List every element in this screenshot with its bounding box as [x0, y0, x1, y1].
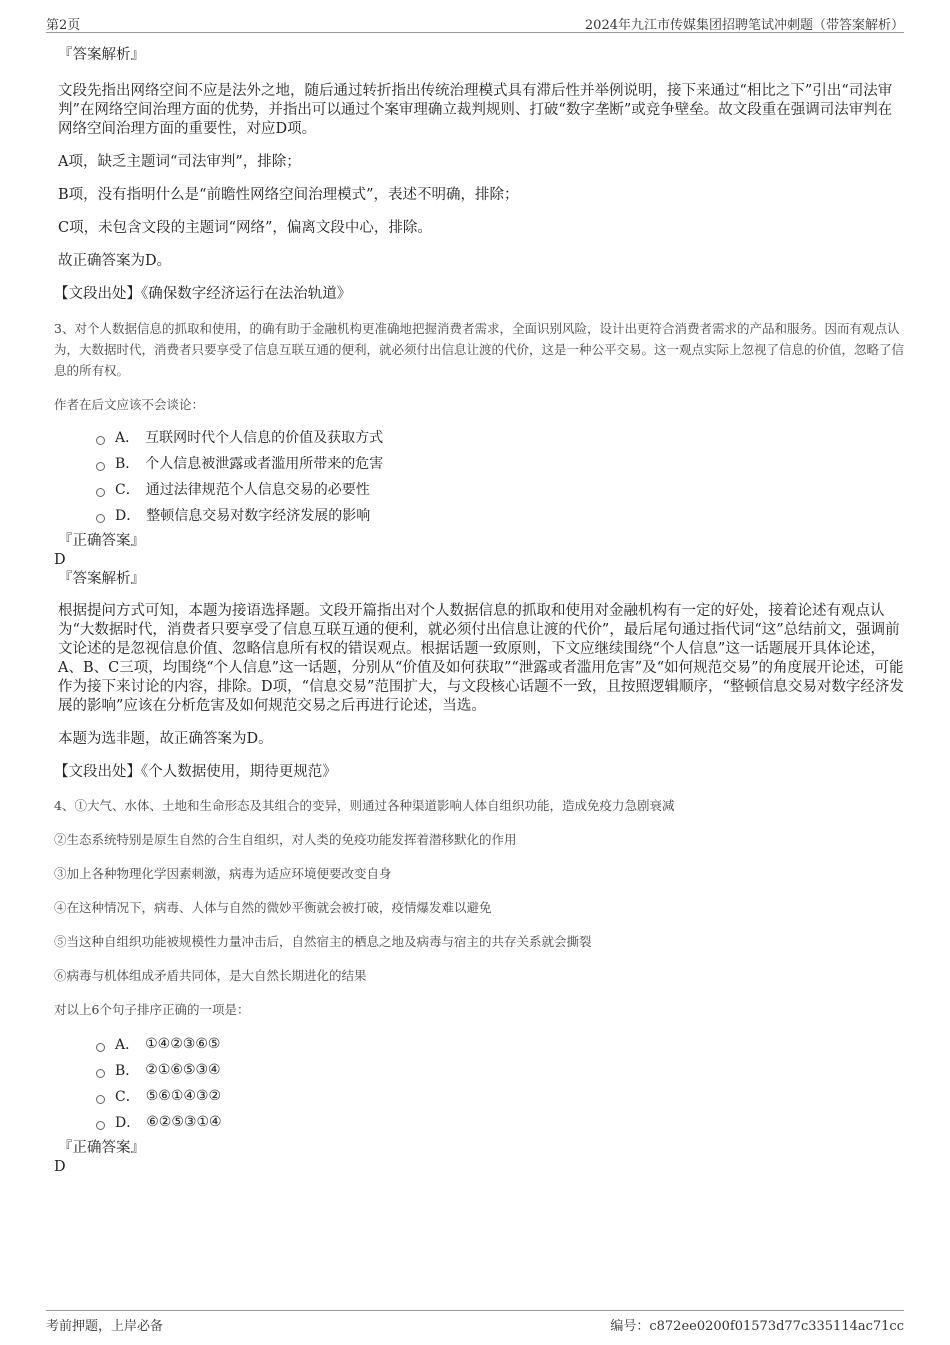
q3-answer: D — [54, 552, 66, 568]
q2-analysis-heading: 『答案解析』 — [58, 47, 145, 63]
q4-prompt: 对以上6个句子排序正确的一项是： — [54, 1002, 250, 1017]
radio-button[interactable] — [96, 436, 105, 445]
option-letter: C． — [115, 1089, 140, 1105]
page-header — [46, 12, 904, 33]
q2-conclusion: 故正确答案为D。 — [58, 253, 172, 269]
page-footer — [46, 1310, 904, 1335]
radio-button[interactable] — [96, 1121, 105, 1130]
option-text: 个人信息被泄露或者滥用所带来的危害 — [145, 456, 384, 472]
document-title: 2024年九江市传媒集团招聘笔试冲刺题（带答案解析） — [584, 18, 904, 33]
page-number: 第2页 — [46, 18, 81, 33]
q4-sentence-4: ④在这种情况下，病毒、人体与自然的微妙平衡就会被打破，疫情爆发难以避免 — [54, 900, 492, 915]
option-letter: C． — [115, 482, 140, 498]
page-content — [54, 44, 904, 1177]
q2-item-c: C项，未包含文段的主题词“网络”，偏离文段中心，排除。 — [58, 220, 432, 236]
q4-options — [96, 1031, 904, 1135]
q3-analysis-text: 根据提问方式可知，本题为接语选择题。文段开篇指出对个人数据信息的抓取和使用对金融机构有一定的好处，接着论述有观点认为“大数据时代，消费者只要享受了信息互联互通的便利，就必须付出信息让渡的代价”，最后尾句通过指代词“这”总结前文，强调前文论述的是忽视信息价值、忽略信息所有权的错误观点。根据话题一致原则，下文应继续围绕“个人信息”这一话题展开具体论述，A、B、C三项，均围绕“个人信息”这一话题，分别从“价值及如何获取”“泄露或者滥用危害”及“如何规范交易”的角度展开论述，可能作为接下来讨论的内容，排除。D项，“信息交易”范围扩大，与文段核心话题不一致，且按照逻辑顺序，“整顿信息交易对数字经济发展的影响”应该在分析危害及如何规范交易之后再进行论述，当选。 — [58, 603, 904, 714]
q3-analysis-heading: 『答案解析』 — [58, 571, 145, 587]
radio-button[interactable] — [96, 1095, 105, 1104]
q3-option-c[interactable] — [96, 476, 904, 502]
q4-option-c[interactable] — [96, 1083, 904, 1109]
option-letter: B． — [115, 1063, 140, 1079]
q4-sentence-6: ⑥病毒与机体组成矛盾共同体，是大自然长期进化的结果 — [54, 968, 367, 983]
option-text: ①④②③⑥⑤ — [145, 1036, 221, 1052]
q2-item-b: B项，没有指明什么是“前瞻性网络空间治理模式”，表述不明确，排除； — [58, 187, 519, 203]
radio-button[interactable] — [96, 1043, 105, 1052]
option-text: 整顿信息交易对数字经济发展的影响 — [146, 508, 371, 524]
q3-option-b[interactable] — [96, 450, 904, 476]
option-text: 互联网时代个人信息的价值及获取方式 — [145, 430, 384, 446]
radio-button[interactable] — [96, 488, 105, 497]
q3-options — [96, 424, 904, 528]
q3-stem: 3、对个人数据信息的抓取和使用，的确有助于金融机构更准确地把握消费者需求，全面识别风险，设计出更符合消费者需求的产品和服务。因而有观点认为，大数据时代，消费者只要享受了信息互联互通的便利，就必须付出信息让渡的代价，这是一种公平交易。这一观点实际上忽视了信息的价值，忽略了信息的所有权。 — [54, 321, 905, 378]
q2-source: 【文段出处】《确保数字经济运行在法治轨道》 — [54, 286, 352, 302]
q4-sentence-2: ②生态系统特别是原生自然的合生自组织，对人类的免疫功能发挥着潜移默化的作用 — [54, 832, 517, 847]
option-text: ⑤⑥①④③② — [145, 1088, 222, 1104]
q3-source: 【文段出处】《个人数据使用，期待更规范》 — [54, 764, 337, 780]
option-text: 通过法律规范个人信息交易的必要性 — [145, 482, 370, 498]
footer-slogan: 考前押题，上岸必备 — [46, 1319, 164, 1334]
option-letter: D． — [115, 1115, 141, 1131]
q3-answer-heading: 『正确答案』 — [58, 533, 145, 549]
radio-button[interactable] — [96, 1069, 105, 1078]
q4-answer: D — [54, 1159, 66, 1175]
q4-answer-heading: 『正确答案』 — [58, 1140, 145, 1156]
q4-sentence-3: ③加上各种物理化学因素刺激，病毒为适应环境便要改变自身 — [54, 866, 392, 881]
option-letter: B． — [115, 456, 140, 472]
q4-sentence-1: 4、①大气、水体、土地和生命形态及其组合的变异，则通过各种渠道影响人体自组织功能，造成免疫力急剧衰减 — [54, 798, 675, 813]
q3-option-a[interactable] — [96, 424, 904, 450]
option-text: ②①⑥⑤③④ — [145, 1062, 221, 1078]
q3-option-d[interactable] — [96, 502, 904, 528]
option-letter: A． — [115, 1037, 140, 1053]
q2-analysis-text: 文段先指出网络空间不应是法外之地，随后通过转折指出传统治理模式具有滞后性并举例说明，接下来通过“相比之下”引出“司法审判”在网络空间治理方面的优势，并指出可以通过个案审理确立裁判规则、打破“数字垄断”或竞争壁垒。故文段重在强调司法审判在网络空间治理方面的重要性，对应D项。 — [58, 83, 893, 137]
option-text: ⑥②⑤③①④ — [146, 1114, 222, 1130]
q3-prompt: 作者在后文应该不会谈论： — [54, 397, 205, 412]
option-letter: A． — [115, 430, 140, 446]
q4-option-d[interactable] — [96, 1109, 904, 1135]
q4-option-a[interactable] — [96, 1031, 904, 1057]
document-code: 编号：c872ee0200f01573d77c335114ac71cc — [610, 1319, 904, 1334]
option-letter: D． — [115, 508, 141, 524]
q4-option-b[interactable] — [96, 1057, 904, 1083]
radio-button[interactable] — [96, 514, 105, 523]
q3-conclusion: 本题为选非题，故正确答案为D。 — [58, 731, 273, 747]
radio-button[interactable] — [96, 462, 105, 471]
q4-sentence-5: ⑤当这种自组织功能被规模性力量冲击后，自然宿主的栖息之地及病毒与宿主的共存关系就会撕裂 — [54, 934, 592, 949]
q2-item-a: A项，缺乏主题词“司法审判”，排除； — [58, 154, 301, 170]
